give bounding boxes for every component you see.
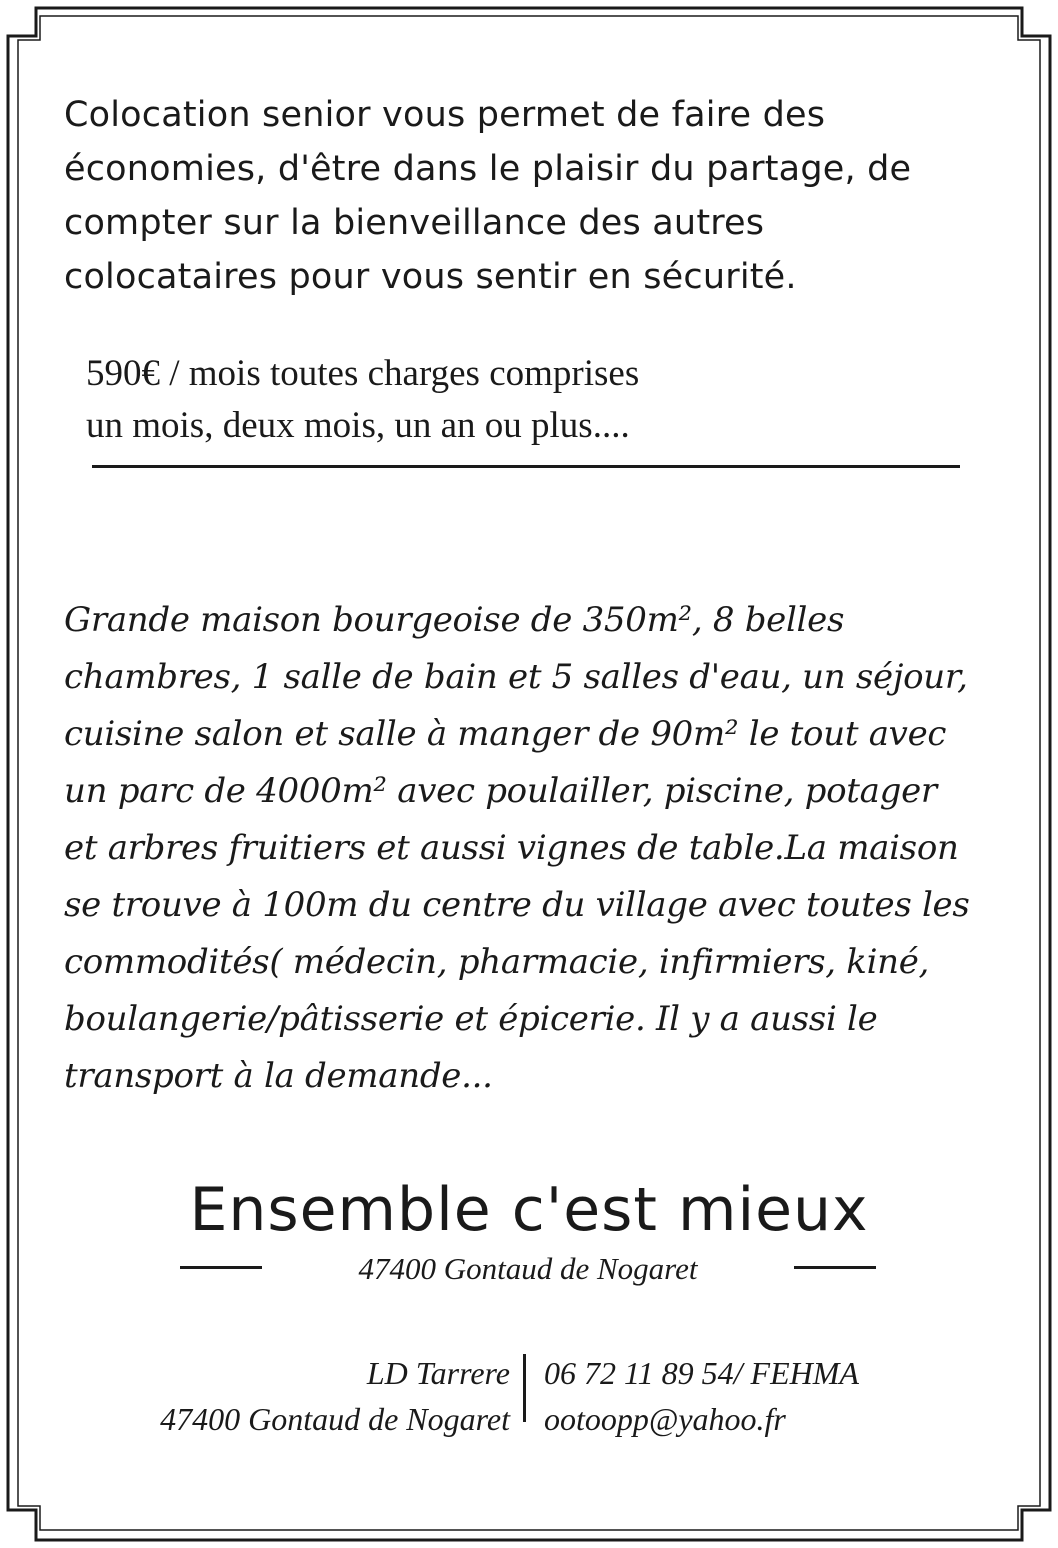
description-line: boulangerie/pâtisserie et épicerie. Il y a aussi le (64, 999, 878, 1039)
brand-dash-right (794, 1266, 876, 1269)
description-line: transport à la demande... (64, 1056, 493, 1096)
description-line: se trouve à 100m du centre du village avec toutes les (64, 885, 970, 925)
intro-paragraph (64, 88, 1004, 304)
brand-dash-left (180, 1266, 262, 1269)
email-address[interactable]: ootoopp@yahoo.fr (544, 1401, 786, 1437)
description-line: un parc de 4000m² avec poulailler, piscine, potager (64, 771, 937, 811)
description-line: commodités( médecin, pharmacie, infirmiers, kiné, (64, 942, 930, 982)
address-city: 47400 Gontaud de Nogaret (160, 1401, 510, 1437)
brand-name: Ensemble c'est mieux (189, 1175, 869, 1245)
description-line: Grande maison bourgeoise de 350m², 8 belles (64, 600, 845, 640)
brand-city: 47400 Gontaud de Nogaret (358, 1251, 698, 1286)
intro-line: colocataires pour vous sentir en sécurité. (64, 257, 797, 297)
intro-line: compter sur la bienveillance des autres (64, 203, 765, 243)
contact-address (100, 1350, 510, 1442)
intro-line: économies, d'être dans le plaisir du partage, de (64, 149, 912, 189)
intro-line: Colocation senior vous permet de faire des (64, 95, 826, 135)
description-line: chambres, 1 salle de bain et 5 salles d'eau, un séjour, (64, 657, 968, 697)
price-line: 590€ / mois toutes charges comprises (86, 353, 640, 394)
house-description (64, 592, 999, 1105)
duration-line: un mois, deux mois, un an ou plus.... (86, 405, 630, 446)
section-divider (92, 465, 960, 468)
phone-number[interactable]: 06 72 11 89 54/ FEHMA (544, 1355, 859, 1391)
price-block (86, 348, 966, 452)
description-line: et arbres fruitiers et aussi vignes de table.La maison (64, 828, 959, 868)
address-line: LD Tarrere (366, 1355, 510, 1391)
contact-details (544, 1350, 964, 1442)
description-line: cuisine salon et salle à manger de 90m² le tout avec (64, 714, 947, 754)
contact-divider (523, 1354, 526, 1422)
